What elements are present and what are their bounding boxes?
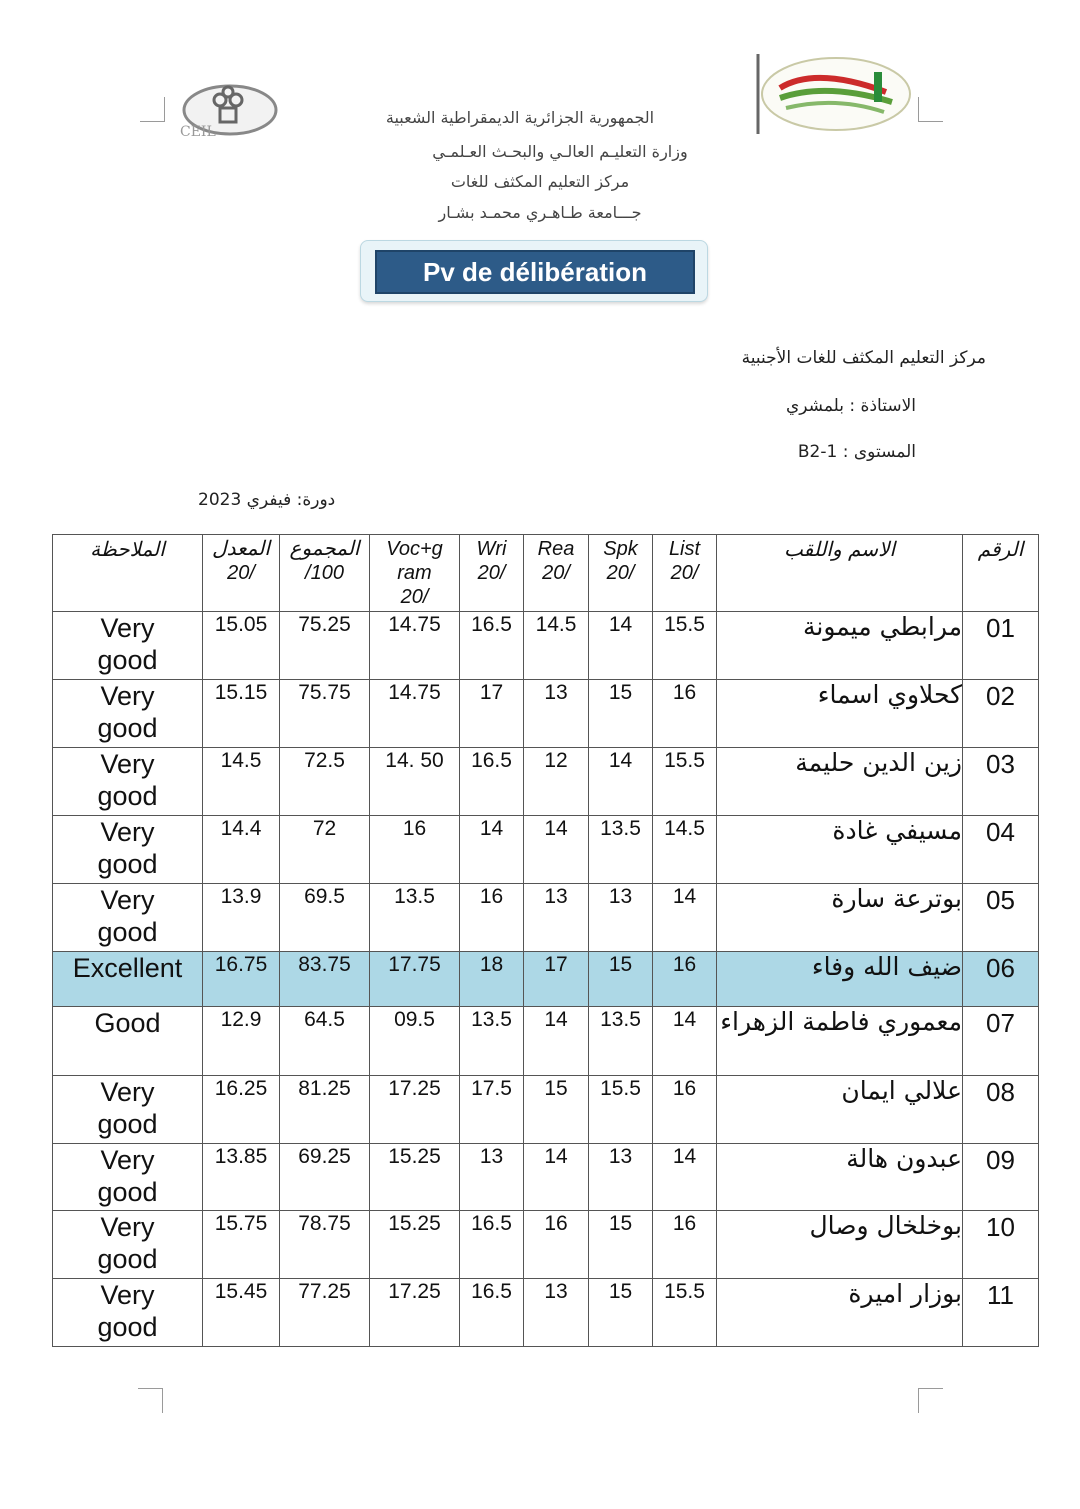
name-cell: بوخلخال وصال xyxy=(717,1211,963,1279)
rea-cell: 13 xyxy=(524,680,589,748)
university-logo-icon xyxy=(756,52,916,136)
table-row xyxy=(53,1076,1039,1144)
header-rea: Rea 20/ xyxy=(524,535,589,612)
page-title: Pv de délibération xyxy=(375,250,695,294)
level: المستوى : 1-B2 xyxy=(797,442,916,462)
list-cell: 14 xyxy=(653,1007,717,1076)
wri-cell: 17.5 xyxy=(460,1076,524,1144)
wri-cell: 16.5 xyxy=(460,612,524,680)
table-row xyxy=(53,1279,1039,1347)
remark-cell: Very good xyxy=(53,1144,203,1211)
center-name: مركز التعليم المكثف للغات الأجنبية xyxy=(741,348,986,368)
name-cell: ضيف الله وفاء xyxy=(717,952,963,1007)
spk-cell: 15 xyxy=(589,952,653,1007)
list-cell: 15.5 xyxy=(653,748,717,816)
num-cell: 10 xyxy=(963,1211,1039,1279)
crop-mark-top-left xyxy=(140,97,165,122)
header-list: List 20/ xyxy=(653,535,717,612)
name-cell: كحلاوي اسماء xyxy=(717,680,963,748)
header-spk: Spk 20/ xyxy=(589,535,653,612)
header-name: الاسم واللقب xyxy=(717,535,963,612)
voc-cell: 16 xyxy=(370,816,460,884)
voc-cell: 09.5 xyxy=(370,1007,460,1076)
voc-cell: 13.5 xyxy=(370,884,460,952)
rea-cell: 14 xyxy=(524,1144,589,1211)
total-cell: 69.25 xyxy=(280,1144,370,1211)
avg-cell: 15.15 xyxy=(203,680,280,748)
voc-cell: 17.25 xyxy=(370,1076,460,1144)
rea-cell: 13 xyxy=(524,1279,589,1347)
name-cell: علالي ايمان xyxy=(717,1076,963,1144)
spk-cell: 15 xyxy=(589,1211,653,1279)
header-voc: Voc+g ram 20/ xyxy=(370,535,460,612)
total-cell: 78.75 xyxy=(280,1211,370,1279)
avg-cell: 16.25 xyxy=(203,1076,280,1144)
rea-cell: 12 xyxy=(524,748,589,816)
spk-cell: 15 xyxy=(589,680,653,748)
header-republic: الجمهورية الجزائرية الديمقراطية الشعبية xyxy=(385,108,655,127)
voc-cell: 14.75 xyxy=(370,612,460,680)
avg-cell: 14.5 xyxy=(203,748,280,816)
name-cell: عبدون هالة xyxy=(717,1144,963,1211)
list-cell: 14 xyxy=(653,884,717,952)
name-cell: مرابطي ميمونة xyxy=(717,612,963,680)
rea-cell: 15 xyxy=(524,1076,589,1144)
remark-cell: Very good xyxy=(53,612,203,680)
teacher-name: الاستاذة : بلمشري xyxy=(785,396,916,416)
list-cell: 14.5 xyxy=(653,816,717,884)
remark-cell: Very good xyxy=(53,884,203,952)
remark-cell: Very good xyxy=(53,1076,203,1144)
header-total: المجموع /100 xyxy=(280,535,370,612)
num-cell: 09 xyxy=(963,1144,1039,1211)
avg-cell: 16.75 xyxy=(203,952,280,1007)
avg-cell: 15.05 xyxy=(203,612,280,680)
wri-cell: 13 xyxy=(460,1144,524,1211)
voc-cell: 17.75 xyxy=(370,952,460,1007)
num-cell: 05 xyxy=(963,884,1039,952)
voc-cell: 15.25 xyxy=(370,1144,460,1211)
voc-cell: 14. 50 xyxy=(370,748,460,816)
deliberation-table xyxy=(52,534,1039,1347)
spk-cell: 13.5 xyxy=(589,1007,653,1076)
total-cell: 72 xyxy=(280,816,370,884)
total-cell: 75.25 xyxy=(280,612,370,680)
ceil-logo-text: CEIL xyxy=(180,124,216,138)
header-wri: Wri 20/ xyxy=(460,535,524,612)
list-cell: 16 xyxy=(653,1211,717,1279)
wri-cell: 18 xyxy=(460,952,524,1007)
spk-cell: 13 xyxy=(589,884,653,952)
header-remark: الملاحظة xyxy=(53,535,203,612)
wri-cell: 16.5 xyxy=(460,1211,524,1279)
remark-cell: Very good xyxy=(53,816,203,884)
remark-cell: Very good xyxy=(53,748,203,816)
num-cell: 06 xyxy=(963,952,1039,1007)
total-cell: 69.5 xyxy=(280,884,370,952)
list-cell: 16 xyxy=(653,680,717,748)
spk-cell: 15 xyxy=(589,1279,653,1347)
avg-cell: 13.9 xyxy=(203,884,280,952)
rea-cell: 13 xyxy=(524,884,589,952)
header-university: جـــامعة طـاهـري محمـد بشـار xyxy=(438,203,642,222)
spk-cell: 14 xyxy=(589,612,653,680)
num-cell: 07 xyxy=(963,1007,1039,1076)
avg-cell: 13.85 xyxy=(203,1144,280,1211)
header-num: الرقم xyxy=(963,535,1039,612)
table-row xyxy=(53,680,1039,748)
avg-cell: 12.9 xyxy=(203,1007,280,1076)
rea-cell: 16 xyxy=(524,1211,589,1279)
session: دورة: فيفري 2023 xyxy=(198,490,336,510)
table-row-highlighted xyxy=(53,952,1039,1007)
spk-cell: 15.5 xyxy=(589,1076,653,1144)
remark-cell: Very good xyxy=(53,1279,203,1347)
voc-cell: 14.75 xyxy=(370,680,460,748)
avg-cell: 15.75 xyxy=(203,1211,280,1279)
list-cell: 15.5 xyxy=(653,612,717,680)
crop-mark-bottom-left xyxy=(138,1388,163,1413)
voc-cell: 15.25 xyxy=(370,1211,460,1279)
list-cell: 14 xyxy=(653,1144,717,1211)
table-row xyxy=(53,748,1039,816)
table-row xyxy=(53,1007,1039,1076)
total-cell: 81.25 xyxy=(280,1076,370,1144)
header-center: مركز التعليم المكثف للغات xyxy=(450,172,630,191)
total-cell: 75.75 xyxy=(280,680,370,748)
total-cell: 83.75 xyxy=(280,952,370,1007)
table-row xyxy=(53,1144,1039,1211)
total-cell: 64.5 xyxy=(280,1007,370,1076)
remark-cell: Very good xyxy=(53,1211,203,1279)
crop-mark-bottom-right xyxy=(918,1388,943,1413)
title-banner xyxy=(360,240,708,302)
table-row xyxy=(53,612,1039,680)
rea-cell: 14 xyxy=(524,1007,589,1076)
spk-cell: 14 xyxy=(589,748,653,816)
num-cell: 03 xyxy=(963,748,1039,816)
num-cell: 11 xyxy=(963,1279,1039,1347)
wri-cell: 16.5 xyxy=(460,748,524,816)
name-cell: بوترعة سارة xyxy=(717,884,963,952)
remark-cell: Very good xyxy=(53,680,203,748)
table-row xyxy=(53,816,1039,884)
num-cell: 08 xyxy=(963,1076,1039,1144)
wri-cell: 14 xyxy=(460,816,524,884)
num-cell: 04 xyxy=(963,816,1039,884)
wri-cell: 16 xyxy=(460,884,524,952)
name-cell: زين الدين حليمة xyxy=(717,748,963,816)
num-cell: 02 xyxy=(963,680,1039,748)
voc-cell: 17.25 xyxy=(370,1279,460,1347)
rea-cell: 14 xyxy=(524,816,589,884)
avg-cell: 14.4 xyxy=(203,816,280,884)
spk-cell: 13 xyxy=(589,1144,653,1211)
avg-cell: 15.45 xyxy=(203,1279,280,1347)
wri-cell: 17 xyxy=(460,680,524,748)
table-row xyxy=(53,884,1039,952)
name-cell: معموري فاطمة الزهراء xyxy=(717,1007,963,1076)
name-cell: بوزار اميرة xyxy=(717,1279,963,1347)
rea-cell: 14.5 xyxy=(524,612,589,680)
total-cell: 72.5 xyxy=(280,748,370,816)
wri-cell: 16.5 xyxy=(460,1279,524,1347)
total-cell: 77.25 xyxy=(280,1279,370,1347)
table-row xyxy=(53,1211,1039,1279)
remark-cell: Good xyxy=(53,1007,203,1076)
spk-cell: 13.5 xyxy=(589,816,653,884)
header-avg: المعدل 20/ xyxy=(203,535,280,612)
list-cell: 16 xyxy=(653,1076,717,1144)
rea-cell: 17 xyxy=(524,952,589,1007)
crop-mark-top-right xyxy=(918,97,943,122)
header-ministry: وزارة التعليـم العالـي والبحـث العـلمـي xyxy=(432,142,688,161)
ceil-logo-icon xyxy=(176,82,278,138)
list-cell: 16 xyxy=(653,952,717,1007)
list-cell: 15.5 xyxy=(653,1279,717,1347)
remark-cell: Excellent xyxy=(53,952,203,1007)
name-cell: مسيفي غادة xyxy=(717,816,963,884)
wri-cell: 13.5 xyxy=(460,1007,524,1076)
num-cell: 01 xyxy=(963,612,1039,680)
